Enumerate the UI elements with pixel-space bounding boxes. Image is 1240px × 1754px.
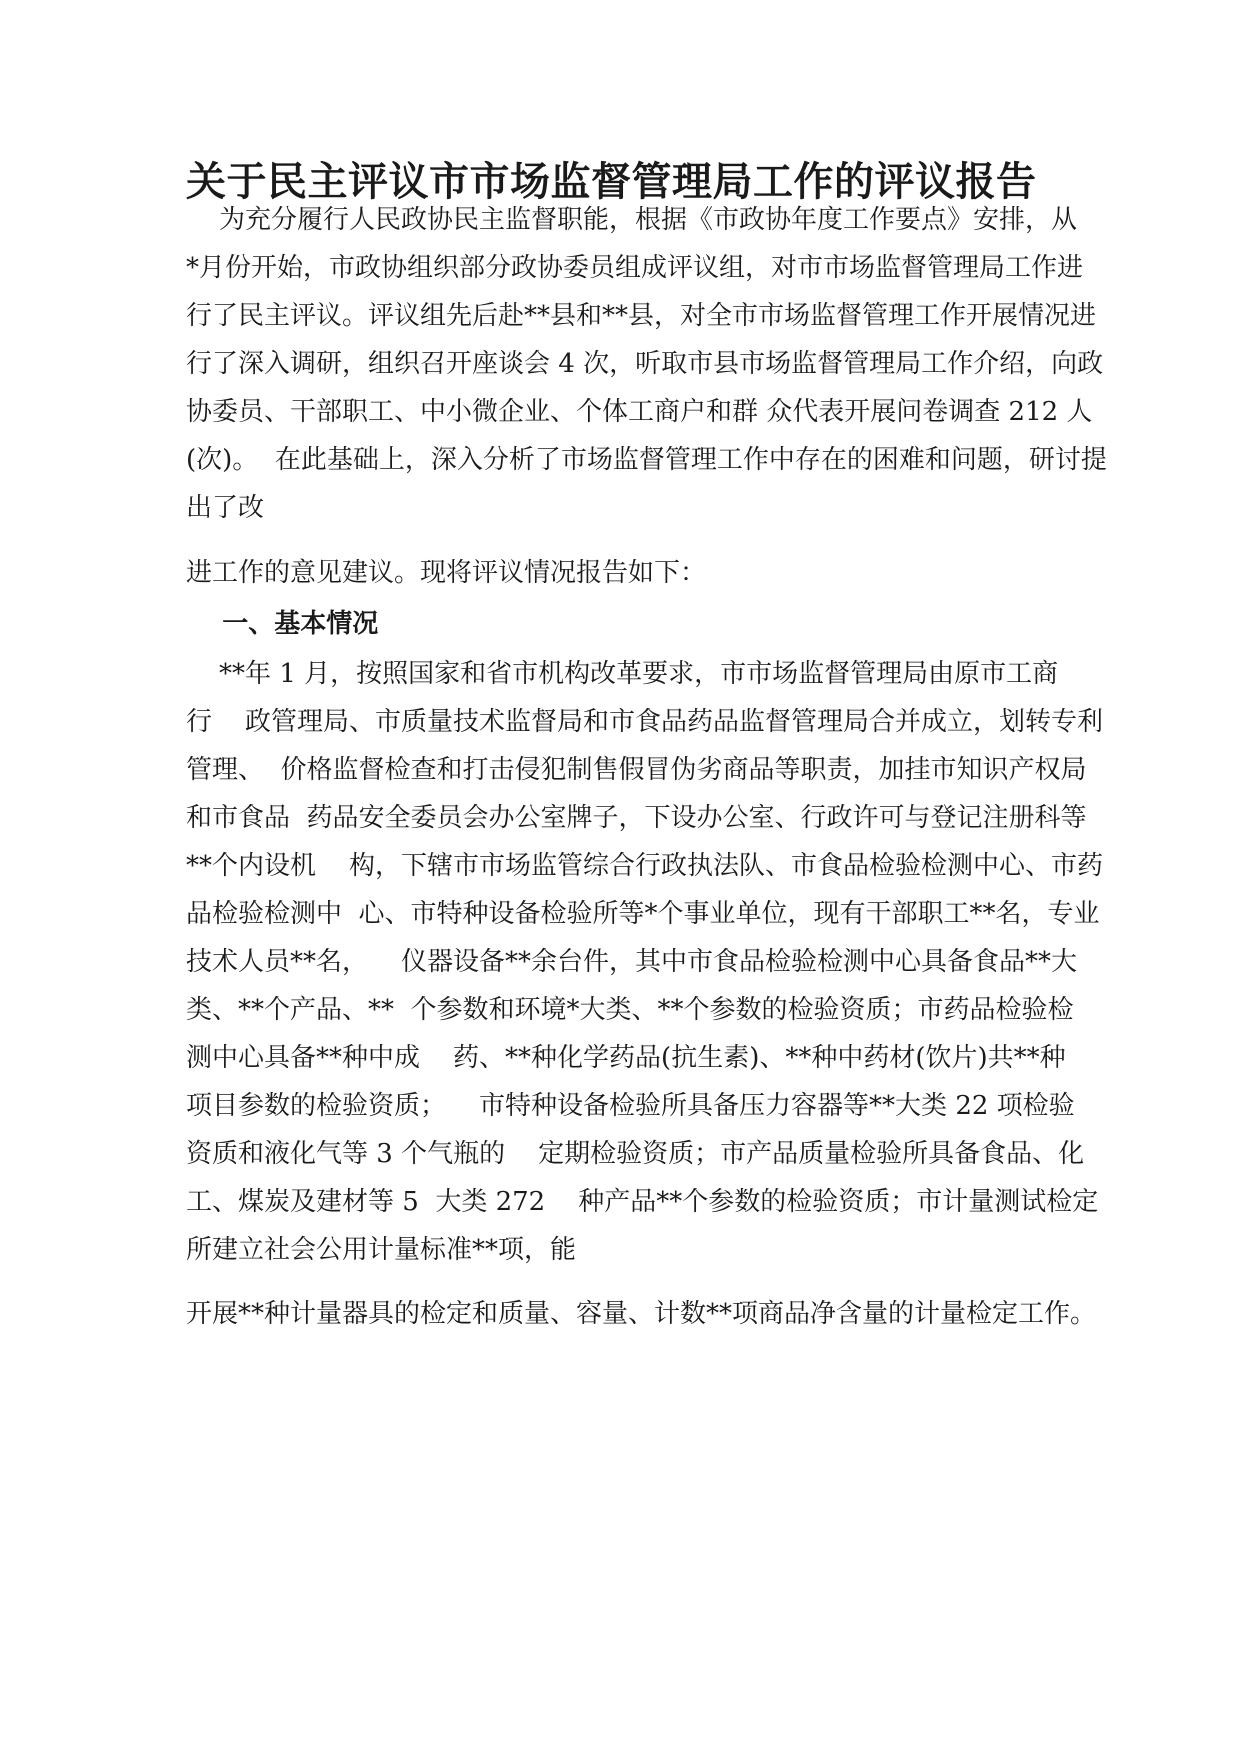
paragraph-line: 品检验检测中 心、市特种设备检验所等*个事业单位，现有干部职工**名，专业: [186, 899, 1100, 929]
paragraph-line: 所建立社会公用计量标准**项，能: [186, 1235, 577, 1265]
paragraph-line: (次)。 在此基础上，深入分析了市场监督管理工作中存在的困难和问题，研讨提: [186, 445, 1107, 475]
paragraph-line: 技术人员**名， 仪器设备**余台件，其中市食品检验检测中心具备食品**大: [186, 947, 1078, 977]
document-title: 关于民主评议市市场监督管理局工作的评议报告: [186, 159, 1037, 205]
paragraph-line: 管理、 价格监督检查和打击侵犯制售假冒伪劣商品等职责，加挂市知识产权局: [186, 755, 1087, 785]
paragraph-line: 资质和液化气等 3 个气瓶的 定期检验资质；市产品质量检验所具备食品、化: [186, 1139, 1085, 1169]
paragraph-line: 开展**种计量器具的检定和质量、容量、计数**项商品净含量的计量检定工作。: [186, 1299, 1097, 1329]
paragraph-line: 进工作的意见建议。现将评议情况报告如下：: [186, 558, 707, 588]
paragraph-line: 出了改: [186, 493, 265, 523]
paragraph-line: 协委员、干部职工、中小微企业、个体工商户和群 众代表开展问卷调查 212 人: [186, 397, 1093, 427]
paragraph-line: 工、煤炭及建材等 5 大类 272 种产品**个参数的检验资质；市计量测试检定: [186, 1187, 1099, 1217]
paragraph-line: **个内设机 构，下辖市市场监管综合行政执法队、市食品检验检测中心、市药: [186, 851, 1104, 881]
paragraph-line: 行 政管理局、市质量技术监督局和市食品药品监督管理局合并成立，划转专利: [186, 707, 1104, 737]
paragraph-line: 行了深入调研，组织召开座谈会 4 次，听取市县市场监督管理局工作介绍，向政: [186, 349, 1104, 379]
paragraph-line: **年 1 月，按照国家和省市机构改革要求，市市场监督管理局由原市工商: [186, 659, 1059, 689]
paragraph-line: 类、**个产品、** 个参数和环境*大类、**个参数的检验资质；市药品检验检: [186, 995, 1074, 1025]
paragraph-line: 和市食品 药品安全委员会办公室牌子，下设办公室、行政许可与登记注册科等: [186, 803, 1087, 833]
paragraph-line: 测中心具备**种中成 药、**种化学药品(抗生素)、**种中药材(饮片)共**种: [186, 1043, 1066, 1073]
paragraph-line: 为充分履行人民政协民主监督职能，根据《市政协年度工作要点》安排，从: [186, 205, 1078, 235]
paragraph-line: 项目参数的检验资质； 市特种设备检验所具备压力容器等**大类 22 项检验: [186, 1091, 1075, 1121]
section-heading: 一、基本情况: [186, 609, 379, 639]
paragraph-line: *月份开始，市政协组织部分政协委员组成评议组，对市市场监督管理局工作进: [186, 253, 1084, 283]
paragraph-line: 行了民主评议。评议组先后赴**县和**县，对全市市场监督管理工作开展情况进: [186, 301, 1097, 331]
